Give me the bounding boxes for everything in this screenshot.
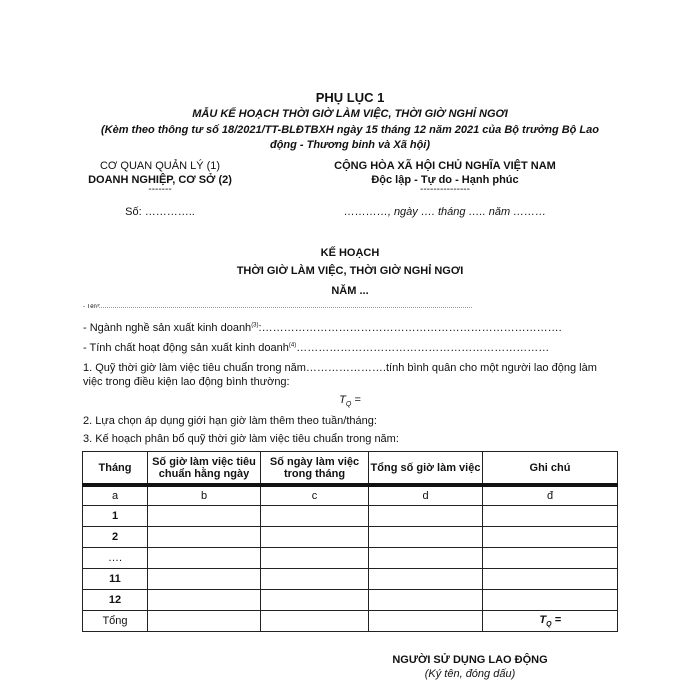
month-cell: 2 <box>83 527 148 548</box>
letter-dd: đ <box>483 485 618 506</box>
total-tq-equals: = <box>551 613 561 626</box>
industry-footnote: (3) <box>251 322 259 329</box>
table-row <box>83 548 618 569</box>
nature-field <box>83 342 549 354</box>
month-cell: 12 <box>83 590 148 611</box>
table-letter-row <box>83 485 618 506</box>
signature-title: NGƯỜI SỬ DỤNG LAO ĐỘNG <box>392 654 548 666</box>
table-cell[interactable] <box>369 611 483 632</box>
month-cell: 1 <box>83 506 148 527</box>
table-cell[interactable] <box>483 548 618 569</box>
table-cell[interactable] <box>261 527 369 548</box>
table-cell[interactable] <box>261 548 369 569</box>
appendix-reference-line-2: động - Thương binh và Xã hội) <box>269 139 431 151</box>
total-tq-symbol: T <box>539 613 547 626</box>
table-header-row <box>83 452 618 486</box>
table-cell[interactable] <box>483 590 618 611</box>
republic-title: CỘNG HÒA XÃ HỘI CHỦ NGHĨA VIỆT NAM <box>334 160 556 172</box>
table-cell[interactable] <box>148 548 261 569</box>
table-cell[interactable] <box>148 611 261 632</box>
letter-b: b <box>148 485 261 506</box>
header-notes: Ghi chú <box>483 452 618 486</box>
table-cell[interactable] <box>483 506 618 527</box>
header-daily-hours: Số giờ làm việc tiêu chuẩn hằng ngày <box>148 452 261 486</box>
nature-footnote: (4) <box>288 342 297 349</box>
table-cell[interactable] <box>483 527 618 548</box>
tq-subscript: Q <box>345 401 352 409</box>
table-row <box>83 569 618 590</box>
appendix-subtitle: MẪU KẾ HOẠCH THỜI GIỜ LÀM VIỆC, THỜI GIỜ NGHỈ NGƠI <box>192 108 508 120</box>
left-divider: ------- <box>148 184 172 195</box>
table-cell[interactable] <box>261 611 369 632</box>
letter-c: c <box>261 485 369 506</box>
signature-note: (Ký tên, đóng dấu) <box>424 668 516 680</box>
table-cell[interactable] <box>261 590 369 611</box>
table-cell[interactable] <box>148 527 261 548</box>
tq-symbol: T <box>339 394 346 406</box>
table-row <box>83 527 618 548</box>
plan-year: NĂM ... <box>331 285 369 297</box>
plan-title: KẾ HOẠCH <box>320 247 380 259</box>
item-1-line-1: 1. Quỹ thời giờ làm việc tiêu chuẩn trong năm………………….tính bình quân cho một người lao động làm <box>83 362 597 374</box>
right-divider: --------------- <box>420 184 470 195</box>
industry-dots: :………………………………………………………………………. <box>258 322 562 334</box>
table-row <box>83 590 618 611</box>
table-cell[interactable] <box>261 569 369 590</box>
item-2: 2. Lựa chọn áp dụng giới hạn giờ làm thêm theo tuần/tháng: <box>83 415 377 427</box>
industry-field <box>83 322 562 334</box>
header-month: Tháng <box>83 452 148 486</box>
table-cell[interactable] <box>369 548 483 569</box>
national-motto: Độc lập - Tự do - Hạnh phúc <box>371 174 519 186</box>
appendix-reference-line-1: (Kèm theo thông tư số 18/2021/TT-BLĐTBXH ngày 15 tháng 12 năm 2021 của Bộ trưởng Bộ Lao <box>100 124 599 136</box>
date-line: …………, ngày …. tháng ….. năm ……… <box>343 206 547 218</box>
nature-dots: …………………………………………………………… <box>296 342 550 354</box>
month-cell: …. <box>83 548 148 569</box>
item-3: 3. Kế hoạch phân bổ quỹ thời giờ làm việc tiêu chuẩn trong năm: <box>83 433 399 445</box>
table-cell[interactable] <box>483 569 618 590</box>
table-cell[interactable] <box>148 590 261 611</box>
header-working-days: Số ngày làm việc trong tháng <box>261 452 369 486</box>
month-cell: 11 <box>83 569 148 590</box>
plan-subtitle: THỜI GIỜ LÀM VIỆC, THỜI GIỜ NGHỈ NGƠI <box>236 265 464 277</box>
header-total-hours: Tổng số giờ làm việc <box>369 452 483 486</box>
total-tq-subscript: Q <box>546 621 552 629</box>
nature-label: - Tính chất hoạt động sản xuất kinh doanh <box>83 342 289 354</box>
enterprise-label: DOANH NGHIỆP, CƠ SỞ (2) <box>88 174 232 186</box>
letter-d: d <box>369 485 483 506</box>
tq-formula <box>0 394 700 408</box>
table-cell[interactable] <box>369 506 483 527</box>
table-cell[interactable] <box>369 590 483 611</box>
document-number: Số: ………….. <box>125 206 195 218</box>
table-cell[interactable] <box>369 569 483 590</box>
item-1-line-2: việc trong điều kiện lao động bình thường: <box>83 376 290 388</box>
appendix-title: PHỤ LỤC 1 <box>315 90 385 105</box>
letter-a: a <box>83 485 148 506</box>
tq-equals: = <box>351 394 361 406</box>
total-label: Tổng <box>83 611 148 632</box>
name-field: - Tên³:…………………………………………………………………………………………………………………………………………………………………… <box>83 304 473 310</box>
table-cell[interactable] <box>369 527 483 548</box>
table-cell[interactable] <box>148 506 261 527</box>
agency-label: CƠ QUAN QUẢN LÝ (1) <box>99 160 221 172</box>
table-row <box>83 506 618 527</box>
industry-label: - Ngành nghề sản xuất kinh doanh <box>83 322 252 334</box>
table-cell[interactable] <box>148 569 261 590</box>
table-total-row <box>83 611 618 632</box>
allocation-table <box>82 451 618 632</box>
table-cell[interactable] <box>261 506 369 527</box>
total-tq-cell <box>483 611 618 632</box>
